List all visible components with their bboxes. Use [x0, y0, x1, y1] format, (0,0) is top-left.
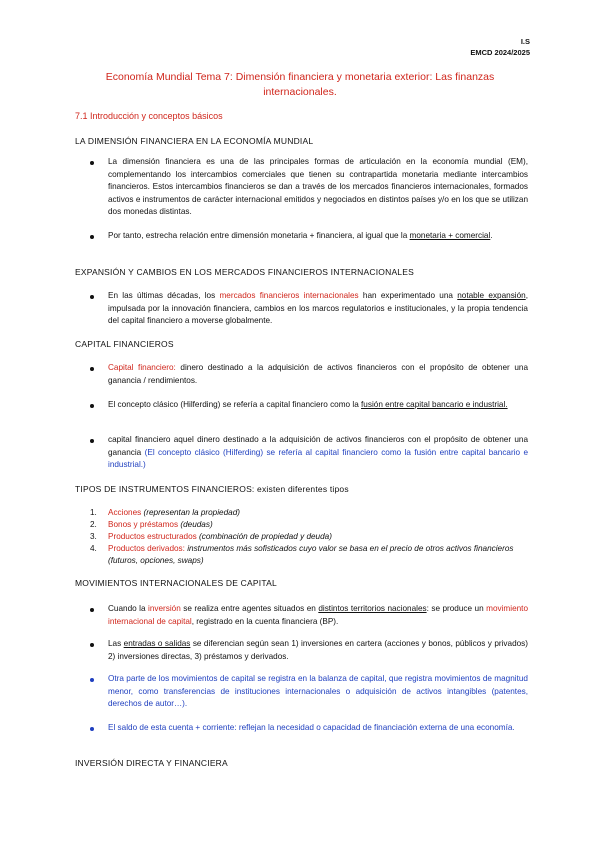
- paragraph-investment: Cuando la inversión se realiza entre agentes situados en distintos territorios nacionales: se produce un movimiento internacional de capital, registrado en la cuenta financiera (BP).: [108, 604, 529, 626]
- list-item: 1. Acciones (representan la propiedad): [90, 508, 241, 517]
- bullet-icon: [90, 727, 94, 731]
- list-item: 2. Bonos y préstamos (deudas): [90, 520, 213, 529]
- section-heading-capital: CAPITAL FINANCIEROS: [75, 339, 174, 349]
- paragraph-capital-def: Capital financiero: dinero destinado a la adquisición de activos financieros con el propósito de obtener una ganancia / rendimientos.: [108, 363, 528, 385]
- section-heading-expansion: EXPANSIÓN Y CAMBIOS EN LOS MERCADOS FINANCIEROS INTERNACIONALES: [75, 267, 414, 277]
- course-code: EMCD 2024/2025: [470, 48, 530, 57]
- author-initials: I.S: [520, 37, 530, 46]
- bullet-icon: [90, 439, 94, 443]
- paragraph-dimension: La dimensión financiera es una de las principales formas de articulación en la economía mundial (EM), complementando los intercambios comerciales que tienen su contrapartida monetaria mediante intercambios financieros. Estos intercambios financieros se dan a través de los mercados financieros internacionales, formados activos e instrumentos de carácter internacional emitidos y negociados en distintos países y/o en los que se utilizan dos monedas distintas.: [108, 157, 528, 216]
- paragraph-flows: Las entradas o salidas se diferencian según sean 1) inversiones en cartera (acciones y bonos, públicos y privados) 2) inversiones directas, 3) préstamos y derivados.: [108, 639, 528, 661]
- document-title: Economía Mundial Tema 7: Dimensión financiera y monetaria exterior: Las finanzas internacionales.: [105, 71, 495, 98]
- paragraph-expansion: En las últimas décadas, los mercados financieros internacionales han experimentado una notable expansión, impulsada por la innovación financiera, cambios en los marcos regulatorios e institucionales, y la propia tendencia del capital financiero a moverse globalmente.: [108, 291, 528, 325]
- bullet-icon: [90, 643, 94, 647]
- paragraph-hilferding: El concepto clásico (Hilferding) se refería a capital financiero como la fusión entre capital bancario e industrial.: [108, 400, 508, 409]
- section-subtitle: 7.1 Introducción y conceptos básicos: [75, 111, 223, 121]
- section-heading-instruments: TIPOS DE INSTRUMENTOS FINANCIEROS: existen diferentes tipos: [75, 484, 349, 494]
- bullet-icon: [90, 608, 94, 612]
- bullet-icon: [90, 235, 94, 239]
- bullet-icon: [90, 404, 94, 408]
- section-heading-movements: MOVIMIENTOS INTERNACIONALES DE CAPITAL: [75, 578, 277, 588]
- paragraph-capital-balance: Otra parte de los movimientos de capital se registra en la balanza de capital, que registra movimientos de magnitud menor, como transferencias de instituciones internacionales o adquisición de activos intangibles (patentes, derechos de autor…).: [108, 674, 528, 708]
- bullet-icon: [90, 367, 94, 371]
- section-heading-direct-investment: INVERSIÓN DIRECTA Y FINANCIERA: [75, 758, 228, 768]
- page-header: [470, 36, 530, 58]
- paragraph-balance-saldo: El saldo de esta cuenta + corriente: reflejan la necesidad o capacidad de financiación externa de una economía.: [108, 723, 515, 732]
- bullet-icon: [90, 295, 94, 299]
- underlined-text: monetaria + comercial: [409, 231, 491, 240]
- list-item: 4. Productos derivados: instrumentos más sofisticados cuyo valor se basa en el precio de otros activos financieros (futuros, opciones, swaps): [90, 544, 514, 565]
- section-heading-dimension: LA DIMENSIÓN FINANCIERA EN LA ECONOMÍA MUNDIAL: [75, 136, 314, 146]
- paragraph-capital-note: capital financiero aquel dinero destinado a la adquisición de activos financieros con el propósito de obtener una ganancia (El concepto clásico (Hilferding) se refería al capital financiero como la fusión entre capital bancario e industrial.): [108, 435, 528, 469]
- bullet-icon: [90, 678, 94, 682]
- list-item: 3. Productos estructurados (combinación de propiedad y deuda): [90, 532, 332, 541]
- bullet-icon: [90, 161, 94, 165]
- paragraph-relation: Por tanto, estrecha relación entre dimensión monetaria + financiera, al igual que la monetaria + comercial.: [108, 231, 493, 240]
